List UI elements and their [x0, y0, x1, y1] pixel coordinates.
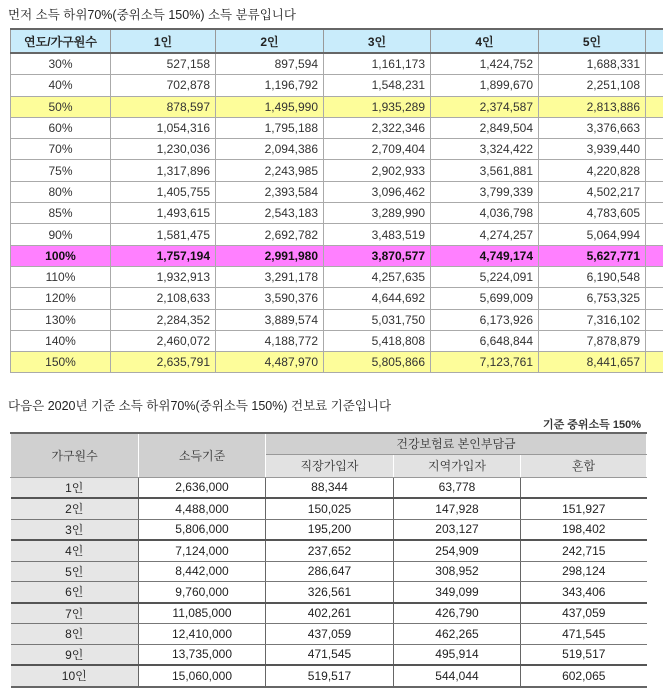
cell: 326,561: [266, 582, 394, 603]
cell: 5,418,808: [324, 330, 431, 351]
cell: 2,902,933: [324, 160, 431, 181]
table-row: [11, 181, 663, 202]
income-classification-table-wrapper: [10, 28, 663, 373]
cell: 3,324,422: [431, 139, 539, 160]
cell: [646, 288, 663, 309]
cell: 5,805,866: [324, 352, 431, 373]
row-percent: 90%: [11, 224, 111, 245]
header-regional: 지역가입자: [394, 454, 521, 477]
table-row: [11, 139, 663, 160]
column-header: [646, 29, 663, 53]
cell: 7,123,761: [431, 352, 539, 373]
cell: [646, 139, 663, 160]
insurance-premium-table: [10, 432, 647, 688]
cell: 1,899,670: [431, 75, 539, 96]
cell: 242,715: [521, 540, 647, 561]
cell: 1,548,231: [324, 75, 431, 96]
cell: 12,410,000: [139, 624, 266, 645]
cell: 437,059: [266, 624, 394, 645]
cell: 4,220,828: [539, 160, 646, 181]
cell: 2,635,791: [111, 352, 216, 373]
row-percent: 110%: [11, 266, 111, 287]
cell: 495,914: [394, 644, 521, 665]
cell: 1,935,289: [324, 96, 431, 117]
caption-insurance-criteria: 다음은 2020년 기준 소득 하위70%(중위소득 150%) 건보료 기준입니다: [8, 399, 392, 413]
header-premium-group: 건강보험료 본인부담금: [266, 433, 647, 454]
cell: [646, 117, 663, 138]
row-members: 1인: [11, 477, 139, 498]
cell: 6,173,926: [431, 309, 539, 330]
cell: 2,460,072: [111, 330, 216, 351]
cell: 1,196,792: [216, 75, 324, 96]
cell: 4,502,217: [539, 181, 646, 202]
cell: 198,402: [521, 519, 647, 540]
table-row: [11, 96, 663, 117]
row-members: 5인: [11, 561, 139, 582]
cell: 519,517: [266, 665, 394, 687]
row-members: 10인: [11, 665, 139, 687]
table-row: [11, 160, 663, 181]
cell: 1,054,316: [111, 117, 216, 138]
cell: 602,065: [521, 665, 647, 687]
table-row: [11, 352, 663, 373]
cell: 3,870,577: [324, 245, 431, 266]
row-percent: 75%: [11, 160, 111, 181]
cell: 63,778: [394, 477, 521, 498]
cell: 3,291,178: [216, 266, 324, 287]
cell: 6,190,548: [539, 266, 646, 287]
cell: 519,517: [521, 644, 647, 665]
cell: 2,692,782: [216, 224, 324, 245]
table-row: [11, 117, 663, 138]
cell: 3,889,574: [216, 309, 324, 330]
cell: 4,188,772: [216, 330, 324, 351]
cell: 3,590,376: [216, 288, 324, 309]
cell: 897,594: [216, 53, 324, 75]
cell: 1,230,036: [111, 139, 216, 160]
cell: 195,200: [266, 519, 394, 540]
cell: 3,289,990: [324, 203, 431, 224]
cell: 237,652: [266, 540, 394, 561]
cell: 1,581,475: [111, 224, 216, 245]
cell: [646, 160, 663, 181]
cell: 527,158: [111, 53, 216, 75]
cell: [646, 75, 663, 96]
table-row: [11, 224, 663, 245]
cell: 9,760,000: [139, 582, 266, 603]
cell: 2,393,584: [216, 181, 324, 202]
cell: 8,441,657: [539, 352, 646, 373]
cell: 462,265: [394, 624, 521, 645]
cell: 147,928: [394, 498, 521, 519]
row-members: 8인: [11, 624, 139, 645]
criteria-note: 기준 중위소득 150%: [542, 419, 641, 431]
cell: 7,316,102: [539, 309, 646, 330]
cell: [646, 96, 663, 117]
row-percent: 150%: [11, 352, 111, 373]
cell: 5,224,091: [431, 266, 539, 287]
cell: 298,124: [521, 561, 647, 582]
column-header: 2인: [216, 29, 324, 53]
cell: 3,939,440: [539, 139, 646, 160]
cell: [646, 352, 663, 373]
cell: 4,488,000: [139, 498, 266, 519]
row-members: 4인: [11, 540, 139, 561]
row-percent: 85%: [11, 203, 111, 224]
cell: 2,251,108: [539, 75, 646, 96]
cell: 702,878: [111, 75, 216, 96]
cell: 544,044: [394, 665, 521, 687]
cell: 308,952: [394, 561, 521, 582]
table-row: [11, 603, 647, 624]
cell: 402,261: [266, 603, 394, 624]
table-row: [11, 561, 647, 582]
table-row: [11, 288, 663, 309]
cell: 1,795,188: [216, 117, 324, 138]
table-row: [11, 75, 663, 96]
cell: [646, 224, 663, 245]
row-percent: 80%: [11, 181, 111, 202]
cell: 4,257,635: [324, 266, 431, 287]
table-row: [11, 53, 663, 75]
cell: 7,878,879: [539, 330, 646, 351]
cell: 6,648,844: [431, 330, 539, 351]
row-percent: 50%: [11, 96, 111, 117]
row-percent: 120%: [11, 288, 111, 309]
cell: 286,647: [266, 561, 394, 582]
table-row: [11, 644, 647, 665]
caption-income-classification: 먼저 소득 하위70%(중위소득 150%) 소득 분류입니다: [8, 8, 296, 22]
cell: 1,495,990: [216, 96, 324, 117]
cell: 2,813,886: [539, 96, 646, 117]
cell: [521, 477, 647, 498]
cell: 15,060,000: [139, 665, 266, 687]
income-classification-table: [10, 28, 663, 373]
cell: 1,493,615: [111, 203, 216, 224]
row-percent: 60%: [11, 117, 111, 138]
row-members: 3인: [11, 519, 139, 540]
cell: 471,545: [521, 624, 647, 645]
table-row: [11, 665, 647, 687]
cell: 1,424,752: [431, 53, 539, 75]
cell: 6,753,325: [539, 288, 646, 309]
cell: 4,644,692: [324, 288, 431, 309]
table-row: [11, 203, 663, 224]
cell: 7,124,000: [139, 540, 266, 561]
cell: 349,099: [394, 582, 521, 603]
cell: 2,322,346: [324, 117, 431, 138]
cell: 150,025: [266, 498, 394, 519]
cell: 11,085,000: [139, 603, 266, 624]
table-row: [11, 477, 647, 498]
cell: 4,487,970: [216, 352, 324, 373]
cell: [646, 181, 663, 202]
table-row: [11, 245, 663, 266]
cell: 4,783,605: [539, 203, 646, 224]
cell: 1,317,896: [111, 160, 216, 181]
cell: 471,545: [266, 644, 394, 665]
cell: [646, 266, 663, 287]
cell: 5,806,000: [139, 519, 266, 540]
row-members: 9인: [11, 644, 139, 665]
row-members: 6인: [11, 582, 139, 603]
column-header: 4인: [431, 29, 539, 53]
row-members: 7인: [11, 603, 139, 624]
header-employee: 직장가입자: [266, 454, 394, 477]
cell: 1,932,913: [111, 266, 216, 287]
table-row: [11, 266, 663, 287]
cell: 3,799,339: [431, 181, 539, 202]
cell: 151,927: [521, 498, 647, 519]
row-percent: 100%: [11, 245, 111, 266]
cell: 203,127: [394, 519, 521, 540]
cell: 2,094,386: [216, 139, 324, 160]
cell: 2,243,985: [216, 160, 324, 181]
column-header: 3인: [324, 29, 431, 53]
cell: 1,757,194: [111, 245, 216, 266]
header-mixed: 혼합: [521, 454, 647, 477]
cell: 4,036,798: [431, 203, 539, 224]
cell: 3,376,663: [539, 117, 646, 138]
cell: 1,405,755: [111, 181, 216, 202]
cell: 426,790: [394, 603, 521, 624]
cell: [646, 53, 663, 75]
column-header: 5인: [539, 29, 646, 53]
row-percent: 130%: [11, 309, 111, 330]
cell: 5,064,994: [539, 224, 646, 245]
cell: 437,059: [521, 603, 647, 624]
cell: 3,483,519: [324, 224, 431, 245]
cell: 2,849,504: [431, 117, 539, 138]
cell: 2,636,000: [139, 477, 266, 498]
cell: 2,108,633: [111, 288, 216, 309]
cell: 3,561,881: [431, 160, 539, 181]
cell: 878,597: [111, 96, 216, 117]
cell: 4,274,257: [431, 224, 539, 245]
cell: 1,688,331: [539, 53, 646, 75]
cell: 254,909: [394, 540, 521, 561]
cell: 2,543,183: [216, 203, 324, 224]
column-header: 연도/가구원수: [11, 29, 111, 53]
cell: 88,344: [266, 477, 394, 498]
header-income: 소득기준: [139, 433, 266, 477]
cell: 343,406: [521, 582, 647, 603]
cell: 2,284,352: [111, 309, 216, 330]
table-row: [11, 330, 663, 351]
cell: 3,096,462: [324, 181, 431, 202]
cell: [646, 203, 663, 224]
table-row: [11, 519, 647, 540]
cell: [646, 245, 663, 266]
cell: 5,699,009: [431, 288, 539, 309]
row-percent: 30%: [11, 53, 111, 75]
table-row: [11, 624, 647, 645]
cell: 2,991,980: [216, 245, 324, 266]
cell: 13,735,000: [139, 644, 266, 665]
cell: 5,627,771: [539, 245, 646, 266]
cell: 1,161,173: [324, 53, 431, 75]
header-members: 가구원수: [11, 433, 139, 477]
cell: 2,374,587: [431, 96, 539, 117]
row-percent: 40%: [11, 75, 111, 96]
cell: [646, 309, 663, 330]
table-row: [11, 582, 647, 603]
cell: 5,031,750: [324, 309, 431, 330]
table-row: [11, 309, 663, 330]
column-header: 1인: [111, 29, 216, 53]
cell: [646, 330, 663, 351]
cell: 4,749,174: [431, 245, 539, 266]
table-row: [11, 498, 647, 519]
row-percent: 70%: [11, 139, 111, 160]
row-members: 2인: [11, 498, 139, 519]
row-percent: 140%: [11, 330, 111, 351]
cell: 8,442,000: [139, 561, 266, 582]
cell: 2,709,404: [324, 139, 431, 160]
table-row: [11, 540, 647, 561]
